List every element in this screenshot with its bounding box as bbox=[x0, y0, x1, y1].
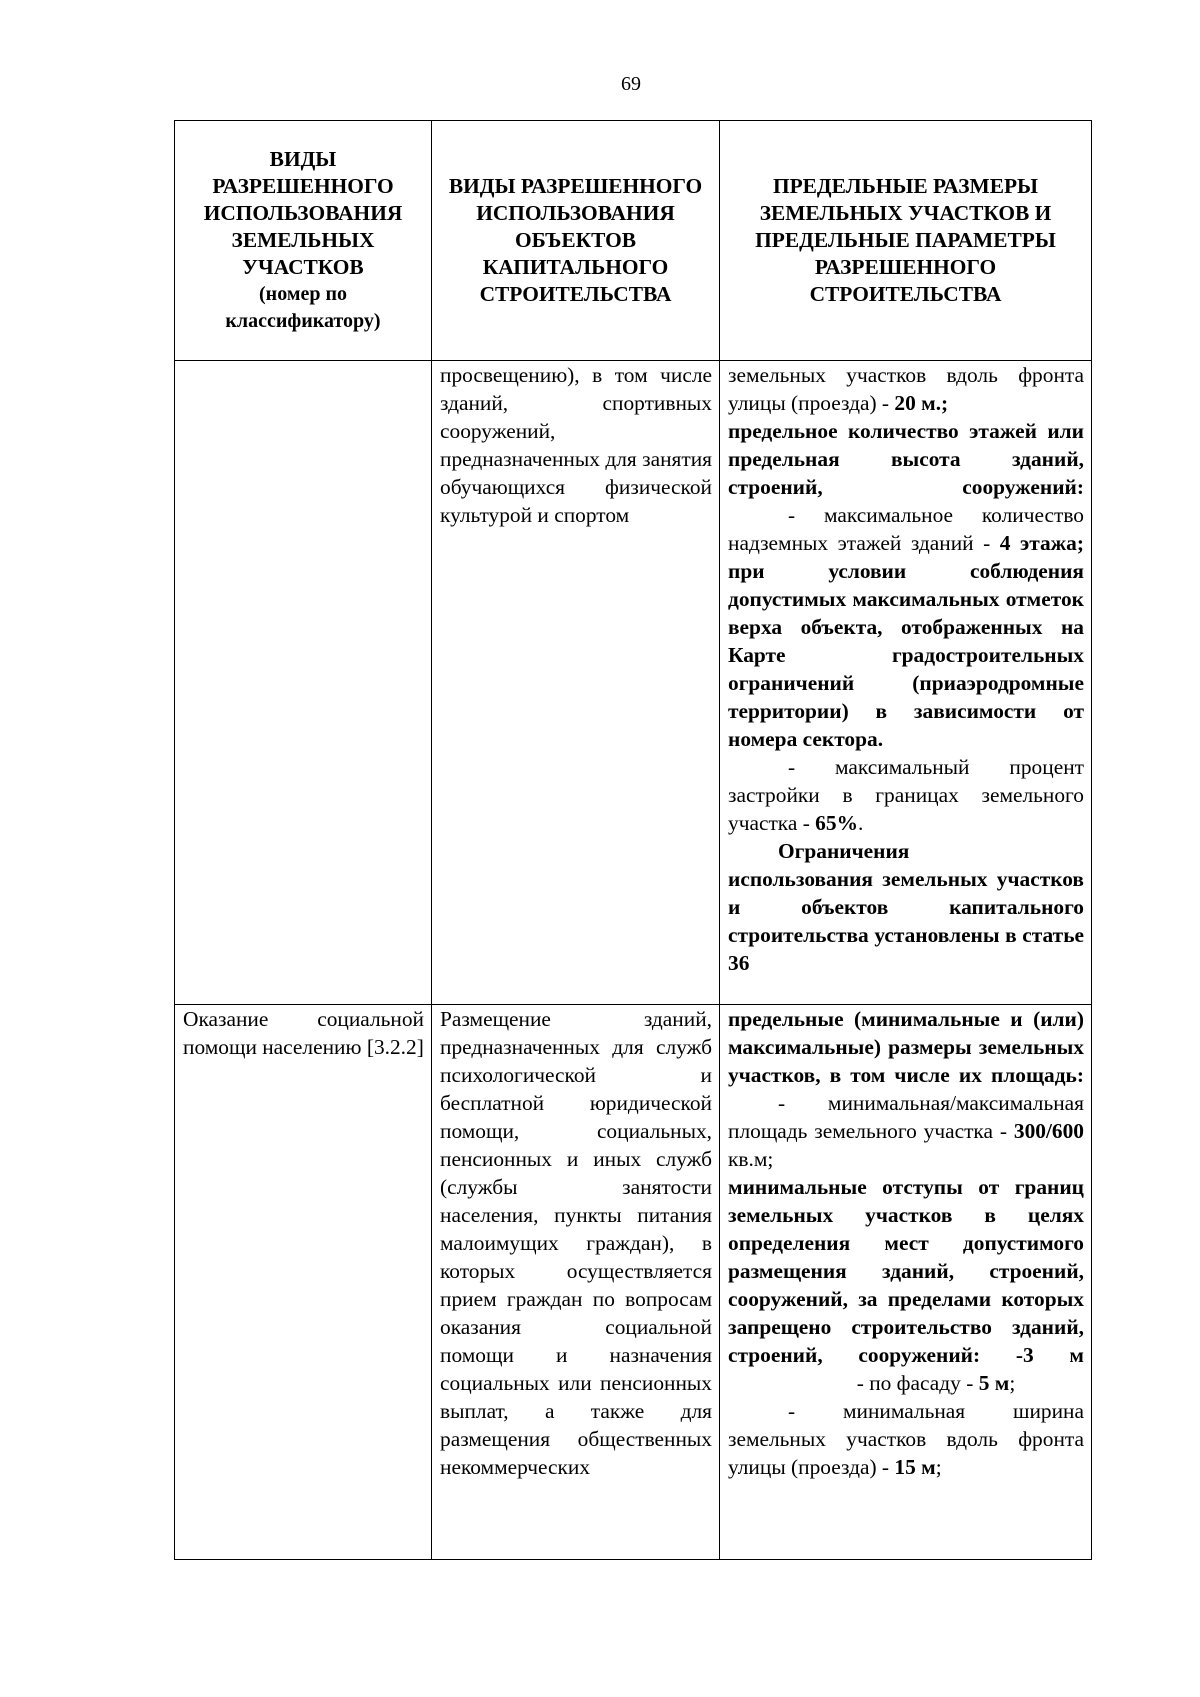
row2-object-text: Размещение зданий, предназначенных для служб психологической и бесплатной юридической помощи, социальных, пенсионных и иных служб (службы занятости населения, пункты питания малоимущих граждан), в которых осуществляется прием граждан по вопросам оказания социальной помощи и назначения социальных или пенсионных выплат, а также для размещения общественных некоммерческих bbox=[440, 1007, 712, 1479]
table-header-row bbox=[175, 121, 1092, 361]
row1-parameters bbox=[720, 361, 1092, 1005]
row1-max-floors: - максимальное количество надземных этажей зданий - 4 этажа; при условии соблюдения допустимых максимальных отметок верха объекта, отображенных на Карте градостроительных ограничений (приаэродромные территории) в зависимости от номера сектора. bbox=[728, 503, 1084, 751]
row1-object-type bbox=[432, 361, 720, 1005]
row2-parameters bbox=[720, 1005, 1092, 1560]
table-row bbox=[175, 1005, 1092, 1560]
row1-object-text: просвещению), в том числе зданий, спортивных сооружений, предназначенных для занятия обучающихся физической культурой и спортом bbox=[440, 363, 712, 527]
row1-floors-heading: предельное количество этажей или предельная высота зданий, строений, сооружений: bbox=[728, 419, 1084, 499]
header-col3-title: ПРЕДЕЛЬНЫЕ РАЗМЕРЫ ЗЕМЕЛЬНЫХ УЧАСТКОВ И ПРЕДЕЛЬНЫЕ ПАРАМЕТРЫ РАЗРЕШЕННОГО СТРОИТЕЛЬСТВА bbox=[755, 174, 1056, 306]
row1-restrictions-text: использования земельных участков и объектов капитального строительства установлены в статье 36 bbox=[728, 867, 1084, 975]
row1-restrictions-heading: Ограничения bbox=[778, 839, 910, 863]
row2-area: - минимальная/максимальная площадь земельного участка - 300/600 кв.м; bbox=[728, 1091, 1084, 1171]
row2-use-type bbox=[175, 1005, 432, 1560]
row1-frontage: земельных участков вдоль фронта улицы (проезда) - 20 м.; bbox=[728, 363, 1084, 415]
row2-size-heading: предельные (минимальные и (или) максимальные) размеры земельных участков, в том числе их площадь: bbox=[728, 1007, 1084, 1087]
header-col2-title: ВИДЫ РАЗРЕШЕННОГО ИСПОЛЬЗОВАНИЯ ОБЪЕКТОВ КАПИТАЛЬНОГО СТРОИТЕЛЬСТВА bbox=[448, 174, 703, 306]
row2-facade: - по фасаду - 5 м; bbox=[856, 1371, 1016, 1395]
row2-setbacks: минимальные отступы от границ земельных участков в целях определения мест допустимого размещения зданий, строений, сооружений, за пределами которых запрещено строительство зданий, строений, сооружений: -3 м bbox=[728, 1175, 1084, 1367]
table-row bbox=[175, 361, 1092, 1005]
header-col3 bbox=[720, 121, 1092, 361]
row2-object-type bbox=[432, 1005, 720, 1560]
header-col1-subtitle: (номер по классификатору) bbox=[225, 283, 381, 332]
header-col1 bbox=[175, 121, 432, 361]
row2-use-type-text: Оказание социальной помощи населению [3.2.2] bbox=[183, 1007, 424, 1059]
land-use-table bbox=[174, 120, 1092, 1560]
row1-max-coverage: - максимальный процент застройки в границах земельного участка - 65%. bbox=[728, 755, 1084, 835]
header-col2 bbox=[432, 121, 720, 361]
header-col1-title: ВИДЫ РАЗРЕШЕННОГО ИСПОЛЬЗОВАНИЯ ЗЕМЕЛЬНЫХ УЧАСТКОВ bbox=[203, 147, 403, 279]
page-number: 69 bbox=[621, 73, 641, 95]
row2-min-width: - минимальная ширина земельных участков вдоль фронта улицы (проезда) - 15 м; bbox=[728, 1399, 1084, 1479]
row1-use-type bbox=[175, 361, 432, 1005]
